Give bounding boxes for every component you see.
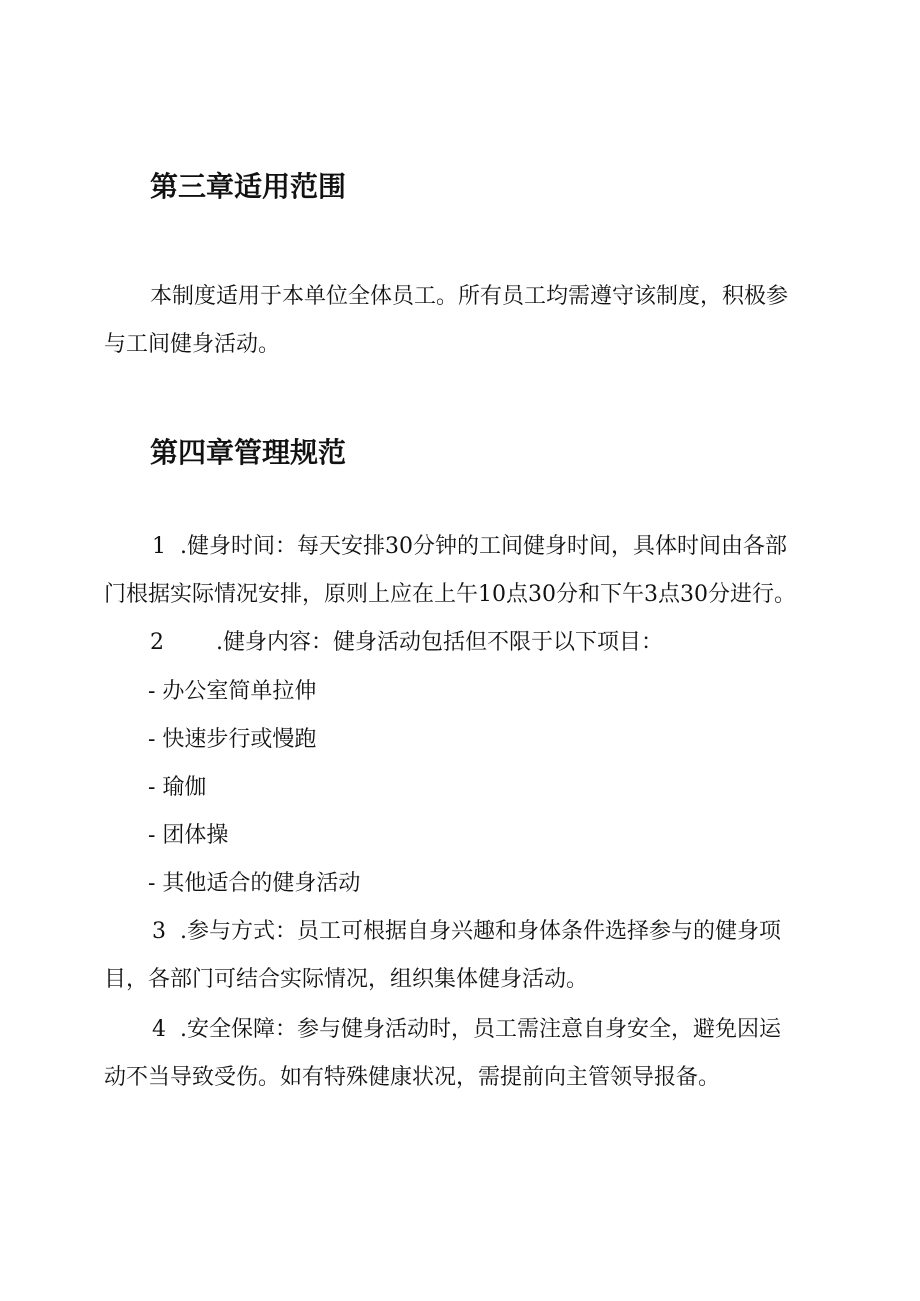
item-3-line-1 xyxy=(152,917,781,947)
list-item: - 瑜伽 xyxy=(148,775,207,800)
item-1-line-2: 门根据实际情况安排，原则上应在上午10点30分和下午3点30分进行。 xyxy=(104,582,796,607)
item-3-number: 3 xyxy=(152,919,166,944)
chapter-3-body-line-1: 本制度适用于本单位全体员工。所有员工均需遵守该制度，积极参 xyxy=(150,284,789,309)
item-1-line-1 xyxy=(152,532,787,562)
item-2-text: .健身内容：健身活动包括但不限于以下项目： xyxy=(216,630,663,655)
item-1-text: .健身时间：每天安排30分钟的工间健身时间，具体时间由各部 xyxy=(180,534,787,559)
item-2-number: 2 xyxy=(150,630,164,655)
item-4-line-1 xyxy=(152,1015,781,1045)
list-item: - 快速步行或慢跑 xyxy=(148,727,317,752)
list-item: - 办公室简单拉伸 xyxy=(148,679,317,704)
item-3-text: .参与方式：员工可根据自身兴趣和身体条件选择参与的健身项 xyxy=(180,919,781,944)
list-item: - 团体操 xyxy=(148,823,229,848)
chapter-4-title: 第四章管理规范 xyxy=(150,436,347,469)
list-item: - 其他适合的健身活动 xyxy=(148,871,361,896)
chapter-3-body-line-2: 与工间健身活动。 xyxy=(104,332,281,357)
item-4-line-2: 动不当导致受伤。如有特殊健康状况，需提前向主管领导报备。 xyxy=(104,1065,721,1090)
item-3-line-2: 目，各部门可结合实际情况，组织集体健身活动。 xyxy=(104,967,589,992)
item-2-line-1 xyxy=(150,628,663,658)
item-4-number: 4 xyxy=(152,1017,166,1042)
item-1-number: 1 xyxy=(152,534,166,559)
item-4-text: .安全保障：参与健身活动时，员工需注意自身安全，避免因运 xyxy=(180,1017,781,1042)
chapter-3-title: 第三章适用范围 xyxy=(150,170,347,203)
